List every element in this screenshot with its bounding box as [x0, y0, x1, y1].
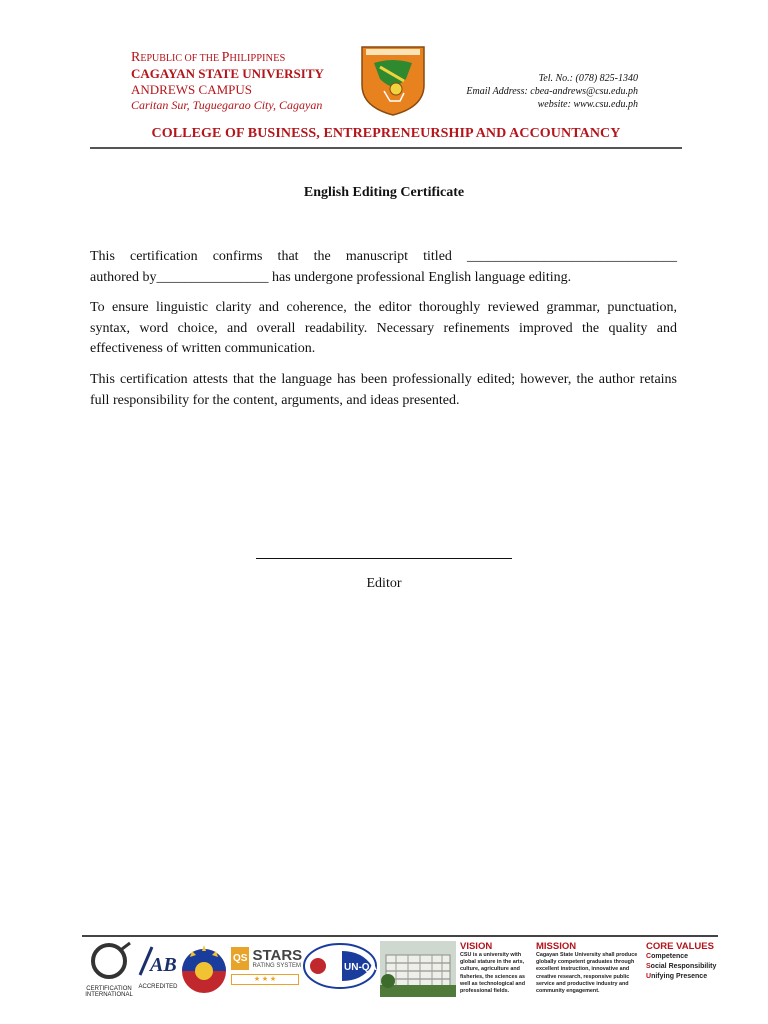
header-divider	[90, 147, 682, 149]
university-name: CAGAYAN STATE UNIVERSITY	[131, 66, 324, 81]
core-value-item: Unifying Presence	[646, 973, 708, 980]
vision-text: CSU is a university with global stature in the arts, culture, agriculture and fisheries, the sciences as well as technological and professional fields.	[460, 952, 526, 995]
campus-building-photo	[380, 941, 456, 997]
paragraph-line: This certification confirms that the manuscript titled ______________________________	[90, 249, 677, 264]
paragraph-line: authored by________________ has undergone professional English language editing.	[90, 269, 572, 285]
university-seal-icon	[360, 45, 426, 117]
website: website: www.csu.edu.ph	[537, 99, 638, 110]
campus-address: Caritan Sur, Tuguegarao City, Cagayan	[131, 98, 323, 112]
telephone: Tel. No.: (078) 825-1340	[538, 73, 638, 84]
contact-info	[466, 72, 638, 111]
signature-line	[256, 558, 512, 559]
mission-text: Cagayan State University shall produce globally competent graduates through excellent instruction, innovative and creative research, responsive public service and productive industry and community engagement.	[536, 952, 638, 995]
campus-name: ANDREWS CAMPUS	[131, 82, 252, 97]
republic-line: REPUBLIC OF THE PHILIPPINES	[131, 50, 286, 65]
core-values-section	[646, 941, 718, 997]
paragraph-certification	[90, 247, 677, 288]
aseas-unqa-logo	[302, 941, 378, 997]
certification-international-logo: CERTIFICATION INTERNATIONAL	[84, 941, 134, 997]
mission-title: MISSION	[536, 941, 577, 952]
svg-text:AB: AB	[150, 954, 177, 976]
document-title: English Editing Certificate	[303, 185, 465, 200]
core-values-title: CORE VALUES	[646, 941, 714, 952]
signature-label: Editor	[366, 576, 402, 591]
core-value-item: Social Responsibility	[646, 963, 717, 970]
uk-ab-accredited-logo: AB ACCREDITED	[136, 941, 180, 997]
philippine-seal-icon	[180, 941, 228, 997]
vision-title: VISION	[460, 941, 493, 952]
svg-text:UN-QA: UN-QA	[344, 962, 377, 973]
qs-stars-rating-logo: QS STARS RATING SYSTEM ★ ★ ★	[233, 947, 303, 983]
paragraph-editing-scope: To ensure linguistic clarity and coherence, the editor thoroughly reviewed grammar, punctuation, syntax, word choice, and overall readability. Necessary refinements improved the quality and effectiveness of written communication.	[90, 300, 677, 356]
email-address: Email Address: cbea-andrews@csu.edu.ph	[466, 86, 638, 97]
core-value-item: Competence	[646, 953, 689, 960]
college-name: COLLEGE OF BUSINESS, ENTREPRENEURSHIP AND ACCOUNTANCY	[151, 126, 621, 141]
vision-section	[460, 941, 532, 997]
mission-section	[536, 941, 642, 997]
paragraph-responsibility: This certification attests that the language has been professionally edited; however, the author retains full responsibility for the content, arguments, and ideas presented.	[90, 372, 677, 408]
footer-divider	[82, 935, 718, 937]
